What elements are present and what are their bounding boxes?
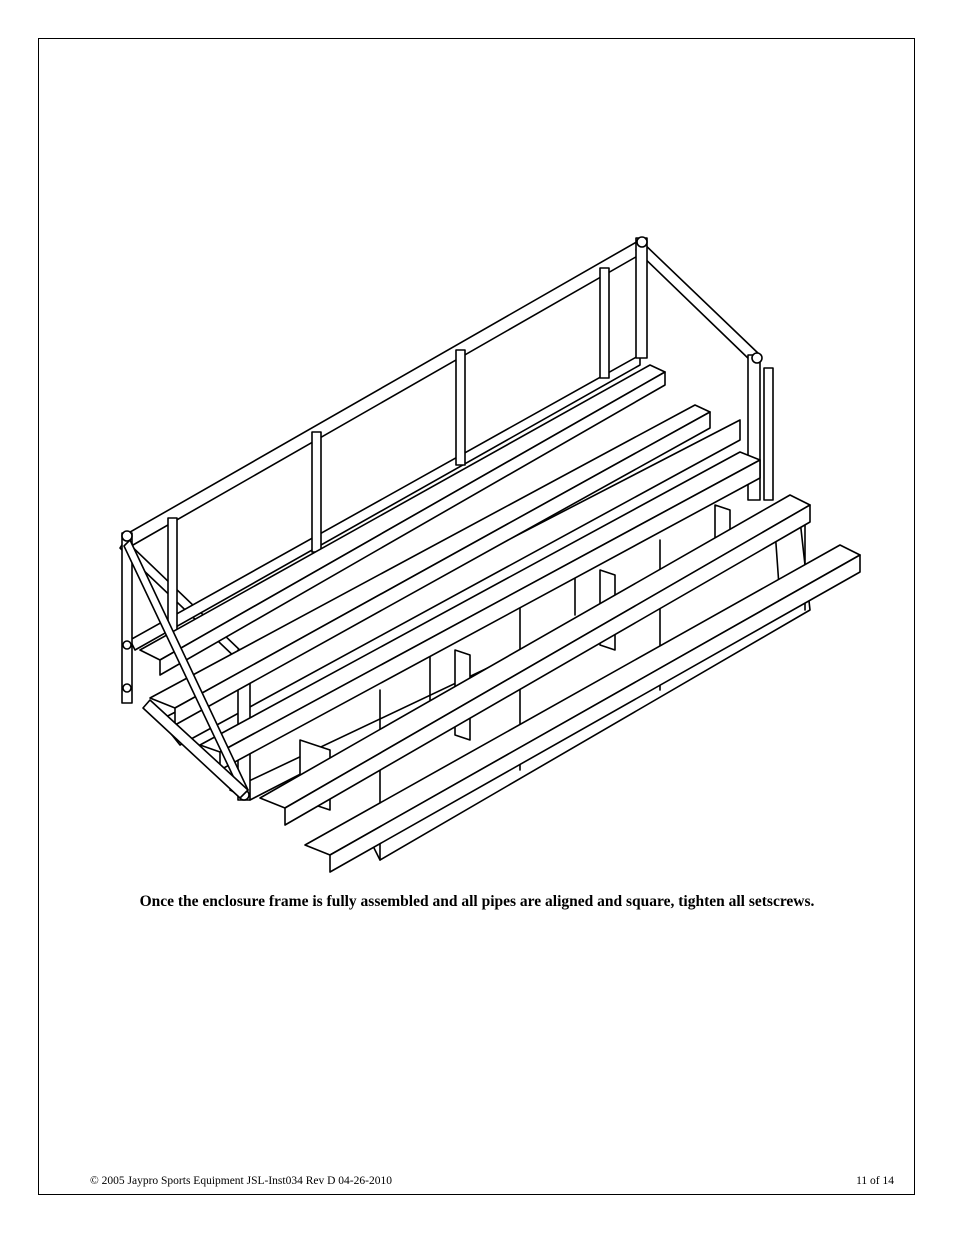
footer-copyright: © 2005 Jaypro Sports Equipment JSL-Inst034 Rev D 04-26-2010 [90,1175,392,1187]
bleacher-enclosure-drawing [100,225,880,875]
footer-page-number: 11 of 14 [856,1175,894,1187]
instruction-text: Once the enclosure frame is fully assembled and all pipes are aligned and square, tighten all setscrews. [139,893,815,910]
